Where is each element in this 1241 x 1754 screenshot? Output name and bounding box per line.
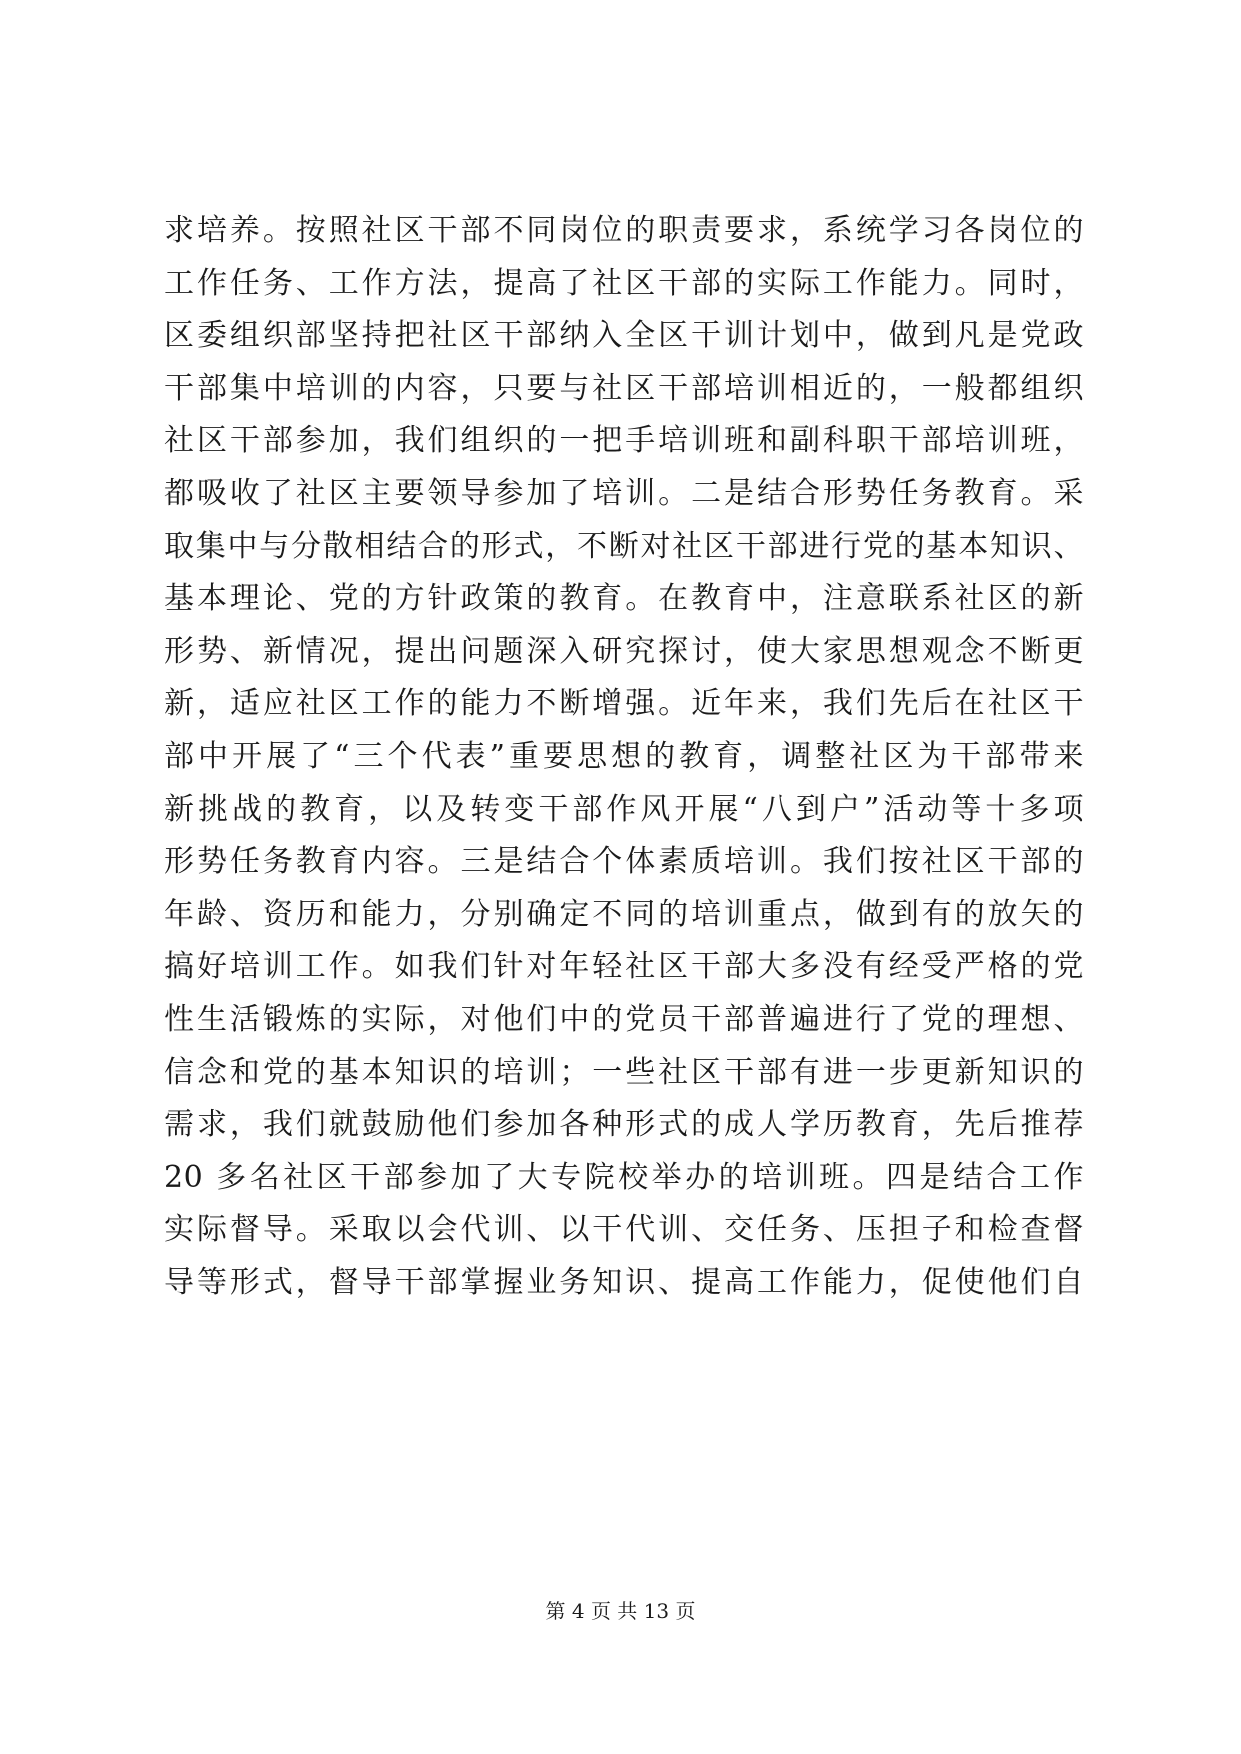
page-number-indicator: 第 4 页 共 13 页 — [545, 1599, 696, 1623]
text-line: 新挑战的教育，以及转变干部作风开展“八到户”活动等十多项 — [164, 791, 1084, 827]
text-line: 需求，我们就鼓励他们参加各种形式的成人学历教育，先后推荐 — [164, 1107, 1084, 1143]
text-line: 导等形式，督导干部掌握业务知识、提高工作能力，促使他们自 — [164, 1264, 1084, 1300]
page-footer — [0, 1597, 1241, 1625]
text-line: 部中开展了“三个代表”重要思想的教育，调整社区为干部带来 — [164, 738, 1084, 774]
text-line: 求培养。按照社区干部不同岗位的职责要求，系统学习各岗位的 — [164, 213, 1084, 248]
text-line: 性生活锻炼的实际，对他们中的党员干部普遍进行了党的理想、 — [164, 1001, 1084, 1037]
text-line: 新，适应社区工作的能力不断增强。近年来，我们先后在社区干 — [164, 686, 1084, 722]
text-line: 干部集中培训的内容，只要与社区干部培训相近的，一般都组织 — [164, 370, 1084, 406]
body-text — [164, 205, 1084, 1309]
text-line: 年龄、资历和能力，分别确定不同的培训重点，做到有的放矢的 — [164, 896, 1084, 932]
text-line: 搞好培训工作。如我们针对年轻社区干部大多没有经受严格的党 — [164, 949, 1084, 985]
text-line: 20 多名社区干部参加了大专院校举办的培训班。四是结合工作 — [164, 1159, 1084, 1195]
text-line: 取集中与分散相结合的形式，不断对社区干部进行党的基本知识、 — [164, 528, 1084, 564]
text-line: 工作任务、工作方法，提高了社区干部的实际工作能力。同时， — [164, 265, 1084, 301]
text-line: 基本理论、党的方针政策的教育。在教育中，注意联系社区的新 — [164, 581, 1084, 617]
text-line: 形势、新情况，提出问题深入研究探讨，使大家思想观念不断更 — [164, 633, 1084, 669]
text-line: 实际督导。采取以会代训、以干代训、交任务、压担子和检查督 — [164, 1212, 1084, 1248]
text-line: 形势任务教育内容。三是结合个体素质培训。我们按社区干部的 — [164, 844, 1084, 880]
text-line: 社区干部参加，我们组织的一把手培训班和副科职干部培训班， — [164, 423, 1084, 459]
text-line: 都吸收了社区主要领导参加了培训。二是结合形势任务教育。采 — [164, 475, 1084, 511]
text-line: 信念和党的基本知识的培训；一些社区干部有进一步更新知识的 — [164, 1054, 1084, 1090]
text-line: 区委组织部坚持把社区干部纳入全区干训计划中，做到凡是党政 — [164, 318, 1084, 354]
